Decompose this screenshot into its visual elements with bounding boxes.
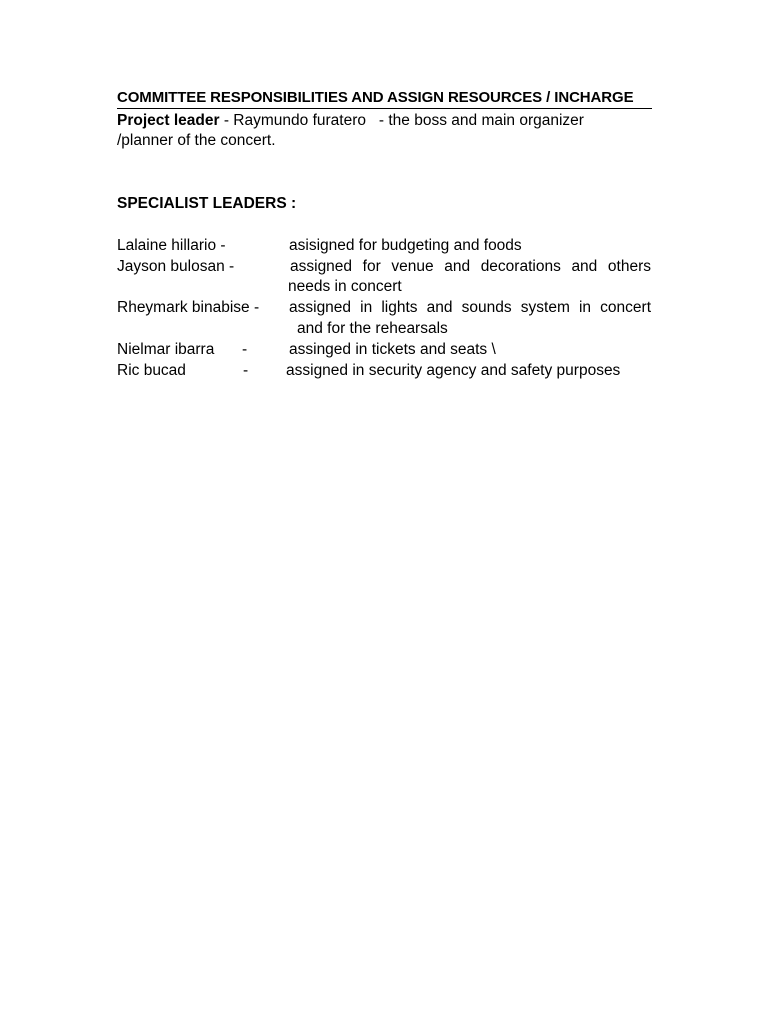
specialist-dash: - — [242, 341, 248, 358]
specialist-name: Ric bucad — [117, 362, 186, 379]
project-leader-line — [117, 111, 584, 131]
project-leader-continuation: /planner of the concert. — [117, 132, 276, 149]
project-leader-label: Project leader — [117, 112, 220, 129]
specialist-name: Nielmar ibarra — [117, 341, 215, 358]
specialist-assignment: asisigned for budgeting and foods — [289, 237, 522, 254]
specialist-assignment: assigned in lights and sounds system in concert — [289, 299, 651, 316]
specialist-name: Jayson bulosan - — [117, 258, 235, 275]
specialist-name: Lalaine hillario - — [117, 237, 226, 254]
specialist-assignment: assinged in tickets and seats \ — [289, 341, 496, 358]
specialist-assignment: assigned for venue and decorations and others — [290, 258, 651, 275]
specialist-dash: - — [243, 362, 249, 379]
specialist-assignment-continuation: and for the rehearsals — [297, 320, 448, 337]
specialist-assignment: assigned in security agency and safety purposes — [286, 362, 621, 379]
project-leader-text: - Raymundo furatero - the boss and main organizer — [219, 112, 584, 129]
specialist-leaders-heading: SPECIALIST LEADERS : — [117, 195, 297, 212]
specialist-assignment-continuation: needs in concert — [288, 278, 402, 295]
document-title: COMMITTEE RESPONSIBILITIES AND ASSIGN RESOURCES / INCHARGE — [117, 89, 652, 109]
specialist-name: Rheymark binabise - — [117, 299, 260, 316]
